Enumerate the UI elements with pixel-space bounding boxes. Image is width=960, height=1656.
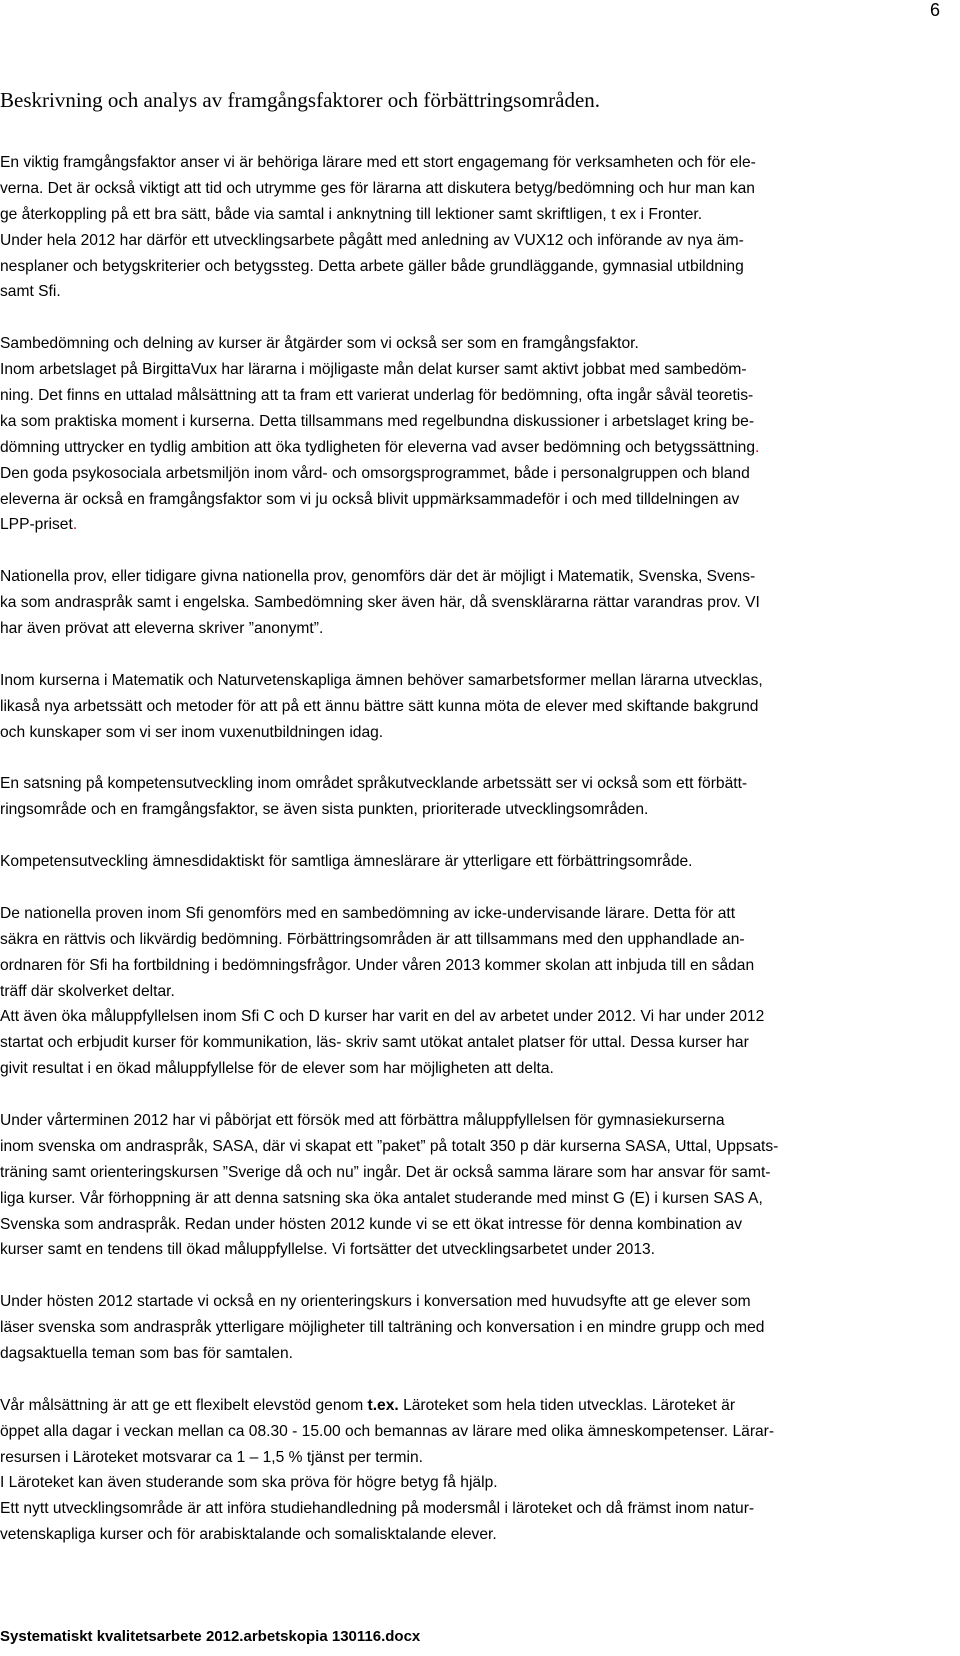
text-line: Under vårterminen 2012 har vi påbörjat ett försök med att förbättra måluppfyllelsen för gymnasiekurserna: [0, 1111, 725, 1129]
text-line: givit resultat i en ökad måluppfyllelse för de elever som har möjligheten att delta.: [0, 1060, 554, 1078]
text-line: [0, 435, 960, 461]
text-line: En viktig framgångsfaktor anser vi är behöriga lärare med ett stort engagemang för verksamheten och för ele-: [0, 154, 756, 171]
blank-line: [0, 305, 960, 331]
text-line: likaså nya arbetssätt och metoder för att på ett ännu bättre sätt kunna möta de elever med skiftande bakgrund: [0, 697, 759, 715]
blank-line: [0, 875, 960, 901]
text-line: Svenska som andraspråk. Redan under hösten 2012 kunde vi se ett ökat intresse för denna kombination av: [0, 1215, 743, 1233]
text-line: vetenskapliga kurser och för arabisktalande och somalisktalande elever.: [0, 1526, 497, 1544]
body-text: [0, 150, 960, 1548]
red-period: .: [755, 438, 760, 456]
text-line: kurser samt en tendens till ökad måluppfyllelse. Vi fortsätter det utvecklingsarbetet under 2013.: [0, 1241, 656, 1259]
text-line: [0, 512, 960, 538]
text-segment: Läroteket som hela tiden utvecklas. Läroteket är: [398, 1396, 736, 1414]
text-line: inom svenska om andraspråk, SASA, där vi skapat ett ”paket” på totalt 350 p där kurserna SASA, Uttal, Uppsats-: [0, 1137, 779, 1155]
text-line: eleverna är också en framgångsfaktor som vi ju också blivit uppmärksammadeför i och med tilldelningen av: [0, 490, 740, 508]
text-line: ordnaren för Sfi ha fortbildning i bedömningsfrågor. Under våren 2013 kommer skolan att inbjuda till en sådan: [0, 956, 755, 974]
text-line: ka som andraspråk samt i engelska. Sambedömning sker även här, då svensklärarna rättar varandras prov. VI: [0, 594, 760, 612]
text-line: nesplaner och betygskriterier och betygssteg. Detta arbete gäller både grundläggande, gymnasial utbildning: [0, 257, 744, 275]
text-line: Under hela 2012 har därför ett utvecklingsarbete pågått med anledning av VUX12 och införande av nya äm-: [0, 231, 744, 249]
text-line: säkra en rättvis och likvärdig bedömning. Förbättringsområden är att tillsammans med den upphandlade an-: [0, 930, 745, 948]
text-line: Nationella prov, eller tidigare givna nationella prov, genomförs där det är möjligt i Matematik, Svenska, Svens-: [0, 568, 756, 586]
document-footer: Systematiskt kvalitetsarbete 2012.arbetskopia 130116.docx: [0, 1628, 421, 1645]
blank-line: [0, 642, 960, 668]
text-line: träning samt orienteringskursen ”Sverige då och nu” ingår. Det är också samma lärare som har ansvar för samt-: [0, 1163, 771, 1181]
bold-text: t.ex.: [367, 1396, 399, 1414]
text-line: verna. Det är också viktigt att tid och utrymme ges för lärarna att diskutera betyg/bedömning och hur man kan: [0, 179, 755, 197]
text-line: ge återkoppling på ett bra sätt, både via samtal i anknytning till lektioner samt skriftligen, t ex i Fronter.: [0, 205, 703, 223]
text-line: träff där skolverket deltar.: [0, 982, 175, 1000]
blank-line: [0, 1367, 960, 1393]
text-line: De nationella proven inom Sfi genomförs med en sambedömning av icke-undervisande lärare. Detta för att: [0, 904, 736, 922]
text-segment: dömning uttrycker en tydlig ambition att öka tydligheten för eleverna vad avser bedömning och betygssättning: [0, 438, 756, 456]
text-line: och kunskaper som vi ser inom vuxenutbildningen idag.: [0, 723, 384, 741]
text-line: samt Sfi.: [0, 283, 61, 301]
text-line: I Läroteket kan även studerande som ska pröva för högre betyg få hjälp.: [0, 1474, 498, 1492]
text-line: ning. Det finns en uttalad målsättning att ta fram ett varierat underlag för bedömning, ofta ingår såväl teoretis-: [0, 387, 754, 405]
text-line: [0, 1393, 960, 1419]
blank-line: [0, 1082, 960, 1108]
text-line: dagsaktuella teman som bas för samtalen.: [0, 1344, 293, 1362]
blank-line: [0, 823, 960, 849]
page-number: 6: [929, 0, 940, 20]
text-line: startat och erbjudit kurser för kommunikation, läs- skriv samt utökat antalet platser för uttal. Dessa kurser har: [0, 1034, 749, 1052]
text-line: Under hösten 2012 startade vi också en ny orienteringskurs i konversation med huvudsyfte att ge elever som: [0, 1293, 751, 1311]
text-segment: Vår målsättning är att ge ett flexibelt elevstöd genom: [0, 1396, 368, 1414]
text-line: En satsning på kompetensutveckling inom området språkutvecklande arbetssätt ser vi också som ett förbätt-: [0, 775, 748, 793]
red-period: .: [72, 516, 78, 534]
text-line: läser svenska som andraspråk ytterligare möjligheter till talträning och konversation i en mindre grupp och med: [0, 1319, 765, 1337]
text-line: Den goda psykosociala arbetsmiljön inom vård- och omsorgsprogrammet, både i personalgruppen och bland: [0, 464, 750, 482]
text-line: har även prövat att eleverna skriver ”anonymt”.: [0, 620, 324, 638]
text-line: öppet alla dagar i veckan mellan ca 08.30 - 15.00 och bemannas av lärare med olika ämneskompetenser. Lärar-: [0, 1422, 775, 1440]
blank-line: [0, 745, 960, 771]
text-line: Inom arbetslaget på BirgittaVux har lärarna i möjligaste mån delat kurser samt aktivt jobbat med sambedöm-: [0, 361, 747, 379]
blank-line: [0, 1263, 960, 1289]
text-line: Att även öka måluppfyllelsen inom Sfi C och D kurser har varit en del av arbetet under 2012. Vi har under 2012: [0, 1008, 765, 1026]
text-line: Sambedömning och delning av kurser är åtgärder som vi också ser som en framgångsfaktor.: [0, 335, 639, 353]
text-line: ka som praktiska moment i kurserna. Detta tillsammans med regelbundna diskussioner i arbetslaget kring be-: [0, 412, 755, 430]
section-heading: Beskrivning och analys av framgångsfaktorer och förbättringsområden.: [0, 88, 601, 112]
text-line: liga kurser. Vår förhoppning är att denna satsning ska öka antalet studerande med minst G (E) i kursen SAS A,: [0, 1189, 763, 1207]
text-line: ringsområde och en framgångsfaktor, se även sista punkten, prioriterade utvecklingsområden.: [0, 801, 649, 819]
text-line: Inom kurserna i Matematik och Naturvetenskapliga ämnen behöver samarbetsformer mellan lärarna utvecklas,: [0, 671, 763, 689]
text-line: Kompetensutveckling ämnesdidaktiskt för samtliga ämneslärare är ytterligare ett förbättringsområde.: [0, 853, 693, 871]
text-line: Ett nytt utvecklingsområde är att införa studiehandledning på modersmål i läroteket och då främst inom natur-: [0, 1500, 755, 1518]
blank-line: [0, 538, 960, 564]
text-segment: LPP-priset: [0, 516, 73, 534]
text-line: resursen i Läroteket motsvarar ca 1 – 1,5 % tjänst per termin.: [0, 1448, 423, 1466]
